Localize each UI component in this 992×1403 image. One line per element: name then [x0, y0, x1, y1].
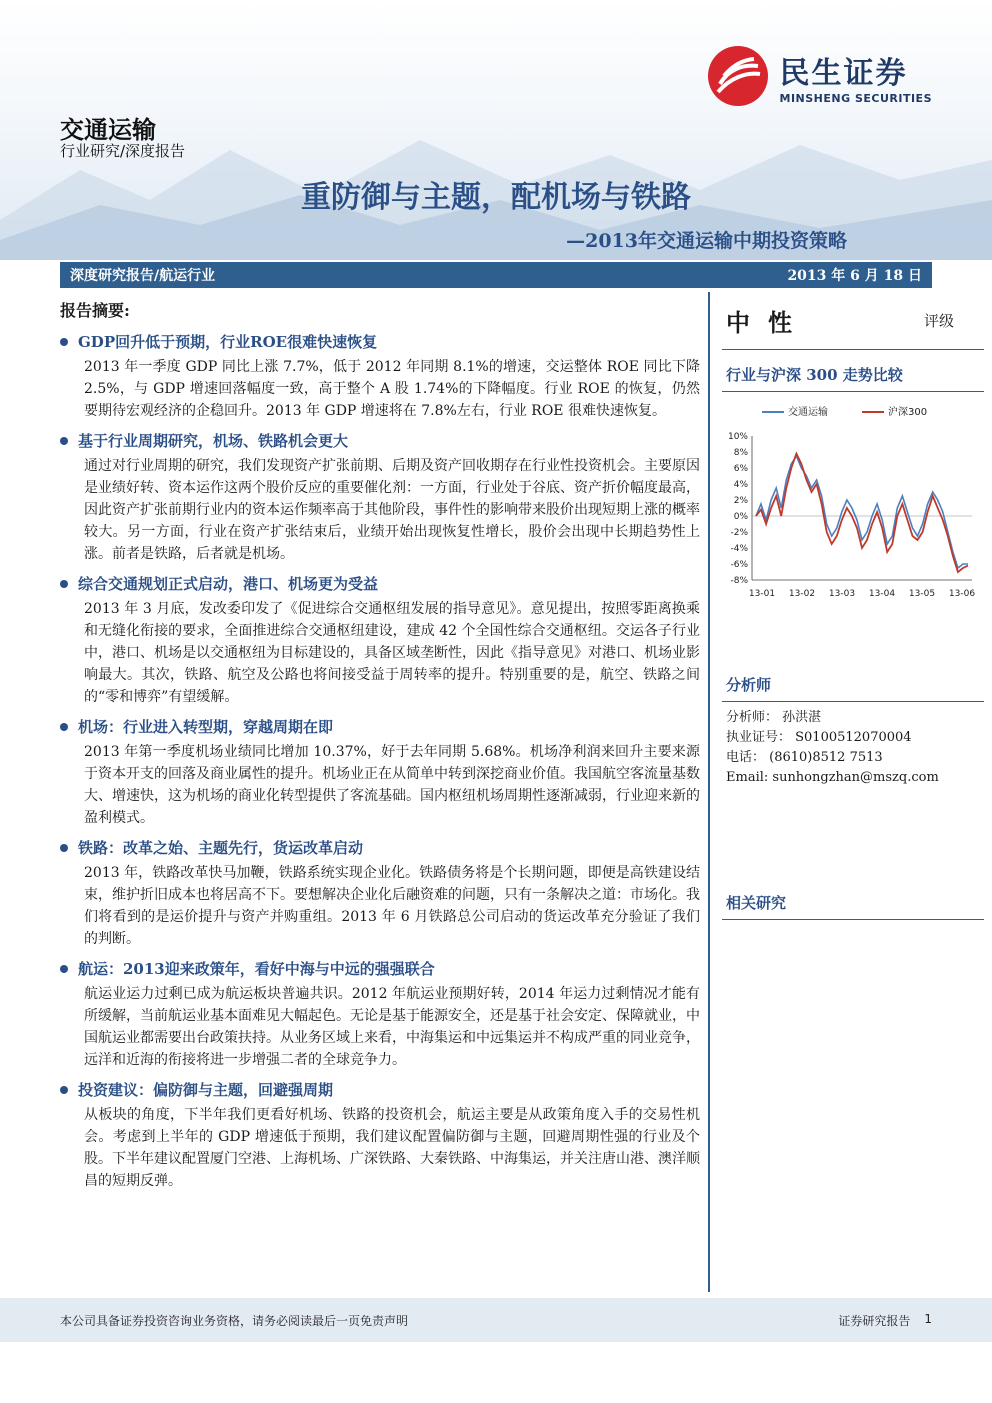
- y-tick-label: 10%: [727, 432, 748, 442]
- trend-chart: [722, 400, 984, 620]
- y-tick-label: 6%: [733, 464, 748, 474]
- section-title: 铁路：改革之始、主题先行，货运改革启动: [78, 839, 364, 857]
- column-divider: [708, 292, 710, 1292]
- x-tick-label: 13-01: [748, 589, 776, 599]
- report-kind: 行业研究/深度报告: [60, 142, 186, 160]
- series-line-hs300: [756, 454, 968, 572]
- section-heading: [60, 1079, 700, 1100]
- y-tick-label: 8%: [733, 448, 748, 458]
- series-line-transport: [756, 456, 968, 568]
- section-title: 综合交通规划正式启动，港口、机场更为受益: [78, 575, 379, 593]
- section-body: 2013 年 3 月底，发改委印发了《促进综合交通枢纽发展的指导意见》。意见提出，按照零距离换乘和无缝化衔接的要求，全面推进综合交通枢纽建设，建成 42 个全国性综合交通枢纽。交运各子行业中，港口、机场是以交通枢纽为目标建设的，具备区域垄断性，因此《指导意见》对港口、机场业影响最大。其次，铁路、航空及公路也将间接受益于周转率的提升。特别重要的是，航空、铁路之间的“零和博弈”有望缓解。: [84, 601, 700, 705]
- x-tick-label: 13-06: [948, 589, 976, 599]
- x-tick-label: 13-02: [788, 589, 816, 599]
- x-tick-label: 13-03: [828, 589, 856, 599]
- x-tick-label: 13-04: [868, 589, 896, 599]
- x-tick-label: 13-05: [908, 589, 936, 599]
- section-body: 2013 年，铁路改革快马加鞭，铁路系统实现企业化。铁路债务将是个长期问题，即便是高铁建设结束，维护折旧成本也将居高不下。要想解决企业化后融资难的问题，只有一条解决之道：市场化。我们将看到的是运价提升与资产并购重组。2013 年 6 月铁路总公司启动的货运改革充分验证了我们的判断。: [84, 865, 700, 947]
- section-title: GDP回升低于预期，行业ROE很难快速恢复: [78, 333, 378, 351]
- report-category: 深度研究报告/航运行业: [70, 268, 216, 284]
- report-subtitle: —2013年交通运输中期投资策略: [566, 230, 847, 252]
- bullet-icon: [60, 723, 68, 731]
- y-tick-label: -4%: [730, 544, 748, 554]
- bullet-icon: [60, 1086, 68, 1094]
- summary-title: 报告摘要:: [60, 301, 130, 320]
- brand-name-en: MINSHENG SECURITIES: [779, 91, 932, 105]
- section-heading: [60, 430, 700, 451]
- y-tick-label: -8%: [730, 576, 748, 586]
- section-title: 投资建议：偏防御与主题，回避强周期: [78, 1081, 334, 1099]
- section-title: 机场：行业进入转型期，穿越周期在即: [78, 718, 334, 736]
- trend-chart-svg: [722, 400, 984, 620]
- summary-section: [60, 958, 700, 1071]
- analyst-license: 执业证号： S0100512070004: [726, 730, 912, 745]
- report-title: 重防御与主题，配机场与铁路: [301, 180, 691, 215]
- analyst-name: 分析师： 孙洪湛: [726, 710, 822, 725]
- bullet-icon: [60, 437, 68, 445]
- related-research-panel: [722, 878, 984, 920]
- page-number: 1: [924, 1311, 932, 1326]
- footer-report-kind: 证券研究报告: [838, 1313, 911, 1328]
- page-header: [0, 0, 992, 260]
- page-footer: [0, 1298, 992, 1342]
- footer-disclaimer: 本公司具备证券投资咨询业务资格，请务必阅读最后一页免责声明: [60, 1313, 409, 1328]
- legend-label: 沪深300: [888, 407, 928, 418]
- summary-section: [60, 716, 700, 829]
- bullet-icon: [60, 965, 68, 973]
- y-tick-label: -6%: [730, 560, 748, 570]
- bullet-icon: [60, 844, 68, 852]
- section-heading: [60, 958, 700, 979]
- section-body: 通过对行业周期的研究，我们发现资产扩张前期、后期及资产回收期存在行业性投资机会。主要原因是业绩好转、资本运作这两个股价反应的重要催化剂：一方面，行业处于谷底、资产折价幅度最高，因此资产扩张前期行业内的资本运作频率高于其他阶段，事件性的影响带来股价出现短期上涨的概率较大。另一方面，行业在资产扩张结束后，业绩开始出现恢复性增长，股价会出现中长期趋势性上涨。前者是铁路，后者就是机场。: [84, 458, 700, 562]
- brand-logo: [706, 44, 933, 108]
- rating-value: 中性: [726, 308, 810, 337]
- summary-column: [60, 292, 700, 1292]
- section-heading: [60, 837, 700, 858]
- summary-sections: [60, 331, 700, 1192]
- section-heading: [60, 331, 700, 352]
- section-body: 2013 年一季度 GDP 同比上涨 7.7%，低于 2012 年同期 8.1%的增速，交运整体 ROE 同比下降 2.5%，与 GDP 增速回落幅度一致，高于整个 A 股 1.74%的下降幅度。行业 ROE 的恢复，仍然要期待宏观经济的企稳回升。2013 年 GDP 增速将在 7.8%左右，行业 ROE 很难快速恢复。: [84, 359, 700, 419]
- section-body: 2013 年第一季度机场业绩同比增加 10.37%，好于去年同期 5.68%。机场净利润来回升主要来源于资本开支的回落及商业属性的提升。机场业正在从简单中转到深挖商业价值。我国航空客流量基数大、增速快，这为机场的商业化转型提供了客流基础。国内枢纽机场周期性逐渐减弱，行业迎来新的盈利模式。: [84, 744, 700, 826]
- section-body: 航运业运力过剩已成为航运板块普遍共识。2012 年航运业预期好转，2014 年运力过剩情况才能有所缓解，当前航运业基本面难见大幅起色。无论是基于能源安全，还是基于社会安定、保障就业，中国航运业都需要出台政策扶持。从业务区域上来看，中海集运和中远集运并不构成严重的同业竞争，远洋和近海的衔接将进一步增强二者的全球竞争力。: [84, 986, 700, 1068]
- industry-label: 交通运输: [60, 116, 156, 144]
- legend-label: 交通运输: [788, 407, 828, 418]
- bullet-icon: [60, 338, 68, 346]
- y-tick-label: -2%: [730, 528, 748, 538]
- section-heading: [60, 716, 700, 737]
- section-title: 航运：2013迎来政策年，看好中海与中远的强强联合: [78, 960, 435, 978]
- summary-section: [60, 430, 700, 565]
- rating-box: [722, 292, 984, 350]
- section-heading: [60, 573, 700, 594]
- report-date: 2013 年 6 月 18 日: [787, 268, 922, 284]
- y-tick-label: 0%: [733, 512, 748, 522]
- analyst-phone: 电话： (8610)8512 7513: [726, 750, 883, 765]
- y-tick-label: 4%: [733, 480, 748, 490]
- section-body: 从板块的角度，下半年我们更看好机场、铁路的投资机会，航运主要是从政策角度入手的交易性机会。考虑到上半年的 GDP 增速低于预期，我们建议配置偏防御与主题，回避周期性强的行业及个股。下半年建议配置厦门空港、上海机场、广深铁路、大秦铁路、中海集运，并关注唐山港、澳洋顺昌的短期反弹。: [84, 1107, 700, 1189]
- bullet-icon: [60, 580, 68, 588]
- report-info-bar: [60, 262, 932, 288]
- analyst-email[interactable]: Email: sunhongzhan@mszq.com: [726, 770, 939, 785]
- analyst-panel: [722, 660, 984, 788]
- related-research-title: 相关研究: [722, 878, 984, 920]
- minsheng-logo-icon: [706, 44, 770, 108]
- chart-panel-title: 行业与沪深 300 走势比较: [722, 350, 984, 392]
- brand-name-cn: 民生证券: [779, 55, 908, 91]
- section-title: 基于行业周期研究，机场、铁路机会更大: [78, 432, 349, 450]
- summary-section: [60, 573, 700, 708]
- analyst-title: 分析师: [722, 660, 984, 702]
- summary-section: [60, 331, 700, 422]
- summary-section: [60, 1079, 700, 1192]
- rating-label: 评级: [923, 312, 954, 330]
- sidebar-column: [722, 292, 984, 1292]
- y-tick-label: 2%: [733, 496, 748, 506]
- summary-section: [60, 837, 700, 950]
